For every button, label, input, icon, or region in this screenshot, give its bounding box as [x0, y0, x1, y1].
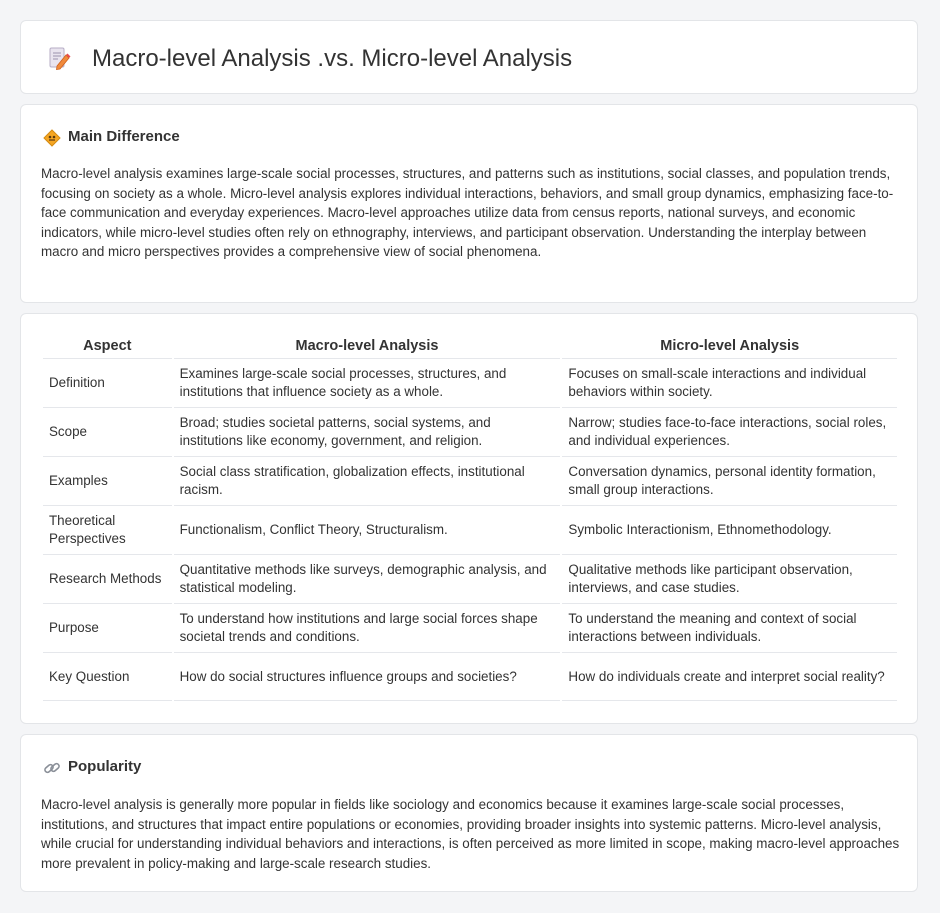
row-micro: Focuses on small-scale interactions and individual behaviors within society.: [562, 358, 897, 407]
popularity-text: Macro-level analysis is generally more popular in fields like sociology and economics because it examines large-scale social processes, institutions, and structures that impact entire populations or economies, providing broader insights into systemic patterns. Micro-level analysis, while crucial for understanding individual behaviors and interactions, is often perceived as more limited in scope, making macro-level approaches more prevalent in policy-making and large-scale research studies.: [41, 797, 900, 871]
table-row: [43, 652, 897, 701]
row-macro: How do social structures influence groups and societies?: [174, 652, 561, 701]
row-macro: Functionalism, Conflict Theory, Structuralism.: [174, 505, 561, 554]
row-micro: Symbolic Interactionism, Ethnomethodology.: [562, 505, 897, 554]
table-row: [43, 554, 897, 603]
row-macro: Quantitative methods like surveys, demographic analysis, and statistical modeling.: [174, 554, 561, 603]
main-difference-text: Macro-level analysis examines large-scale social processes, structures, and patterns such as institutions, social classes, and population trends, focusing on society as a whole. Micro-level analysis explores individual interactions, behaviors, and small group dynamics, emphasizing face-to-face communication and everyday experiences. Macro-level approaches utilize data from census reports, national surveys, and economic indicators, while micro-level studies often rely on ethnography, interviews, and participant observation. Understanding the interplay between macro and micro perspectives provides a comprehensive view of social phenomena.: [41, 166, 894, 259]
comparison-table: [41, 334, 899, 701]
row-aspect: Theoretical Perspectives: [43, 505, 172, 554]
row-aspect: Key Question: [43, 652, 172, 701]
diamond-sign-icon: [43, 129, 61, 147]
table-row: [43, 456, 897, 505]
row-macro: To understand how institutions and large social forces shape societal trends and conditions.: [174, 603, 561, 652]
popularity-heading: Popularity: [68, 758, 142, 775]
row-macro: Broad; studies societal patterns, social systems, and institutions like economy, government, and religion.: [174, 407, 561, 456]
page-title: Macro-level Analysis .vs. Micro-level Analysis: [92, 45, 573, 72]
row-aspect: Examples: [43, 456, 172, 505]
table-row: [43, 407, 897, 456]
row-macro: Social class stratification, globalization effects, institutional racism.: [174, 456, 561, 505]
table-row: [43, 603, 897, 652]
title-card: [20, 20, 918, 94]
table-row: [43, 505, 897, 554]
header-micro: Micro-level Analysis: [660, 338, 800, 354]
table-row: [43, 358, 897, 407]
header-aspect: Aspect: [83, 338, 132, 354]
popularity-section: [20, 734, 918, 892]
row-micro: Conversation dynamics, personal identity formation, small group interactions.: [562, 456, 897, 505]
main-difference-section: [20, 104, 918, 303]
row-aspect: Definition: [43, 358, 172, 407]
row-micro: To understand the meaning and context of social interactions between individuals.: [562, 603, 897, 652]
row-micro: Narrow; studies face-to-face interactions, social roles, and individual experiences.: [562, 407, 897, 456]
row-macro: Examines large-scale social processes, structures, and institutions that influence society as a whole.: [174, 358, 561, 407]
main-difference-heading: Main Difference: [68, 128, 180, 145]
row-micro: Qualitative methods like participant observation, interviews, and case studies.: [562, 554, 897, 603]
comparison-table-section: [20, 313, 918, 724]
header-macro: Macro-level Analysis: [295, 338, 439, 354]
row-aspect: Research Methods: [43, 554, 172, 603]
row-micro: How do individuals create and interpret social reality?: [562, 652, 897, 701]
link-icon: [43, 759, 61, 777]
row-aspect: Scope: [43, 407, 172, 456]
table-header-row: [43, 334, 897, 358]
row-aspect: Purpose: [43, 603, 172, 652]
document-pencil-icon: [47, 46, 71, 70]
